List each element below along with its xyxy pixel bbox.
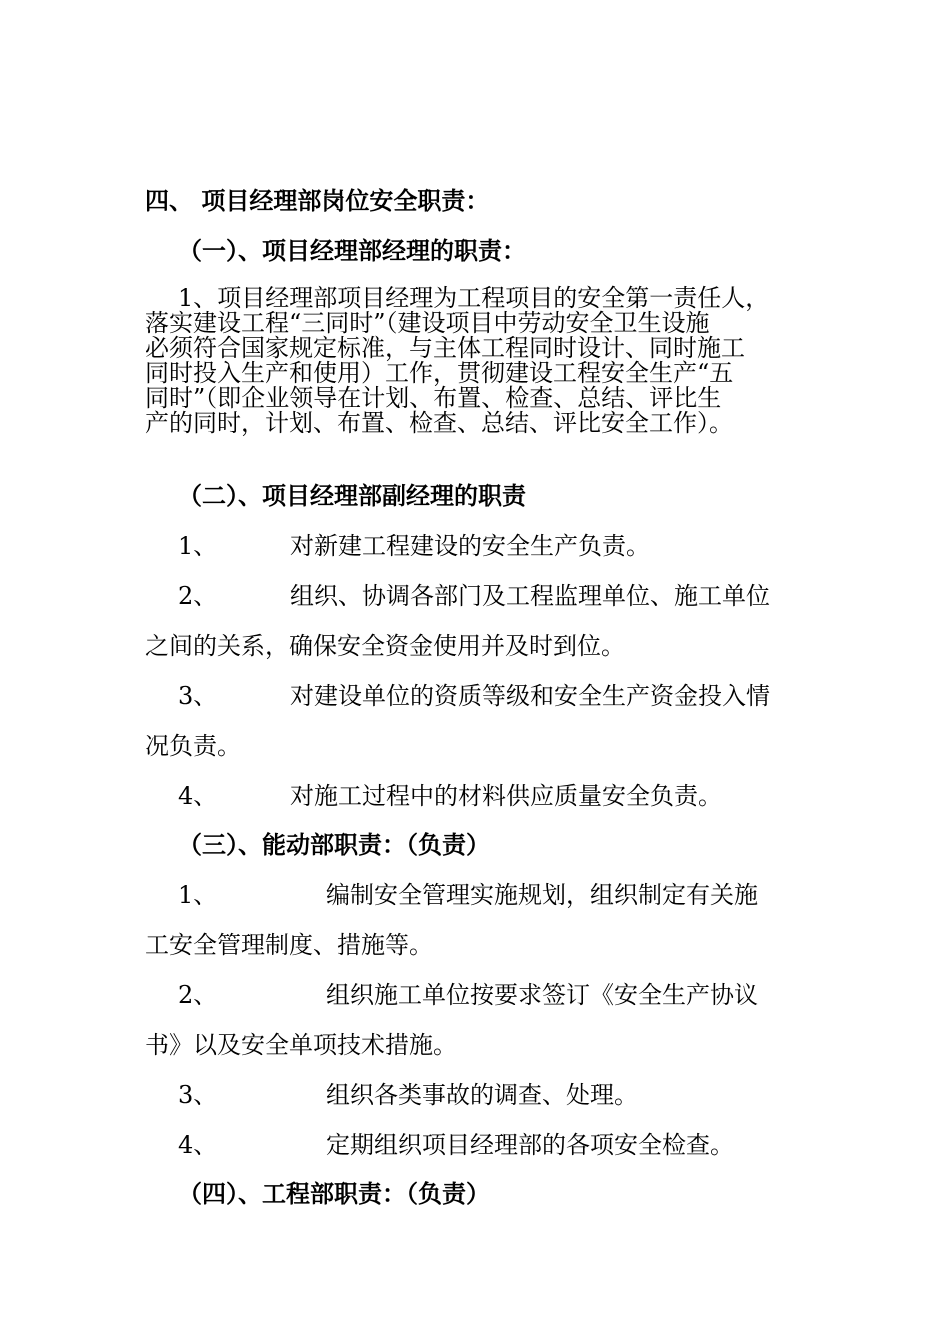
list-item-number: 3、 [178,682,218,710]
list-item-text: 编制安全管理实施规划，组织制定有关施 [326,881,758,909]
list-item-text-continued: 之间的关系，确保安全资金使用并及时到位。 [145,632,625,660]
list-item-text: 对建设单位的资质等级和安全生产资金投入情 [290,682,770,710]
list-item-text: 组织各类事故的调查、处理。 [326,1081,638,1109]
list-item-text-continued: 工安全管理制度、措施等。 [145,931,433,959]
list-item-text: 对新建工程建设的安全生产负责。 [290,532,650,560]
paragraph-line: 同时”（即企业领导在计划、布置、检查、总结、评比生 [145,384,722,412]
list-item-number: 1、 [178,532,218,560]
subsection-4-heading: （四）、工程部职责：（负责） [178,1179,490,1208]
list-item-text: 对施工过程中的材料供应质量安全负责。 [290,782,722,810]
paragraph-line: 落实建设工程“三同时”（建设项目中劳动安全卫生设施 [145,309,710,337]
paragraph-line: 必须符合国家规定标准，与主体工程同时设计、同时施工 [145,334,745,362]
subsection-2-heading: （二）、项目经理部副经理的职责 [178,481,526,510]
list-item-text: 组织施工单位按要求签订《安全生产协议 [326,981,758,1009]
list-item-number: 4、 [178,1131,218,1159]
list-item-text-continued: 况负责。 [145,732,241,760]
subsection-3-heading: （三）、能动部职责：（负责） [178,830,490,859]
list-item-text: 组织、协调各部门及工程监理单位、施工单位 [290,582,770,610]
paragraph-line: 1、项目经理部项目经理为工程项目的安全第一责任人， [178,284,770,312]
list-item-text-continued: 书》以及安全单项技术措施。 [145,1031,457,1059]
section-heading: 四、 项目经理部岗位安全职责： [145,186,490,215]
list-item-number: 3、 [178,1081,218,1109]
list-item-number: 4、 [178,782,218,810]
paragraph-line: 同时投入生产和使用）工作，贯彻建设工程安全生产“五 [145,359,734,387]
subsection-1-paragraph [145,286,810,436]
list-item-text: 定期组织项目经理部的各项安全检查。 [326,1131,734,1159]
list-item-number: 2、 [178,981,218,1009]
list-item-number: 1、 [178,881,218,909]
subsection-1-heading: （一）、项目经理部经理的职责： [178,236,526,265]
list-item-number: 2、 [178,582,218,610]
paragraph-line: 产的同时，计划、布置、检查、总结、评比安全工作）。 [145,409,733,437]
